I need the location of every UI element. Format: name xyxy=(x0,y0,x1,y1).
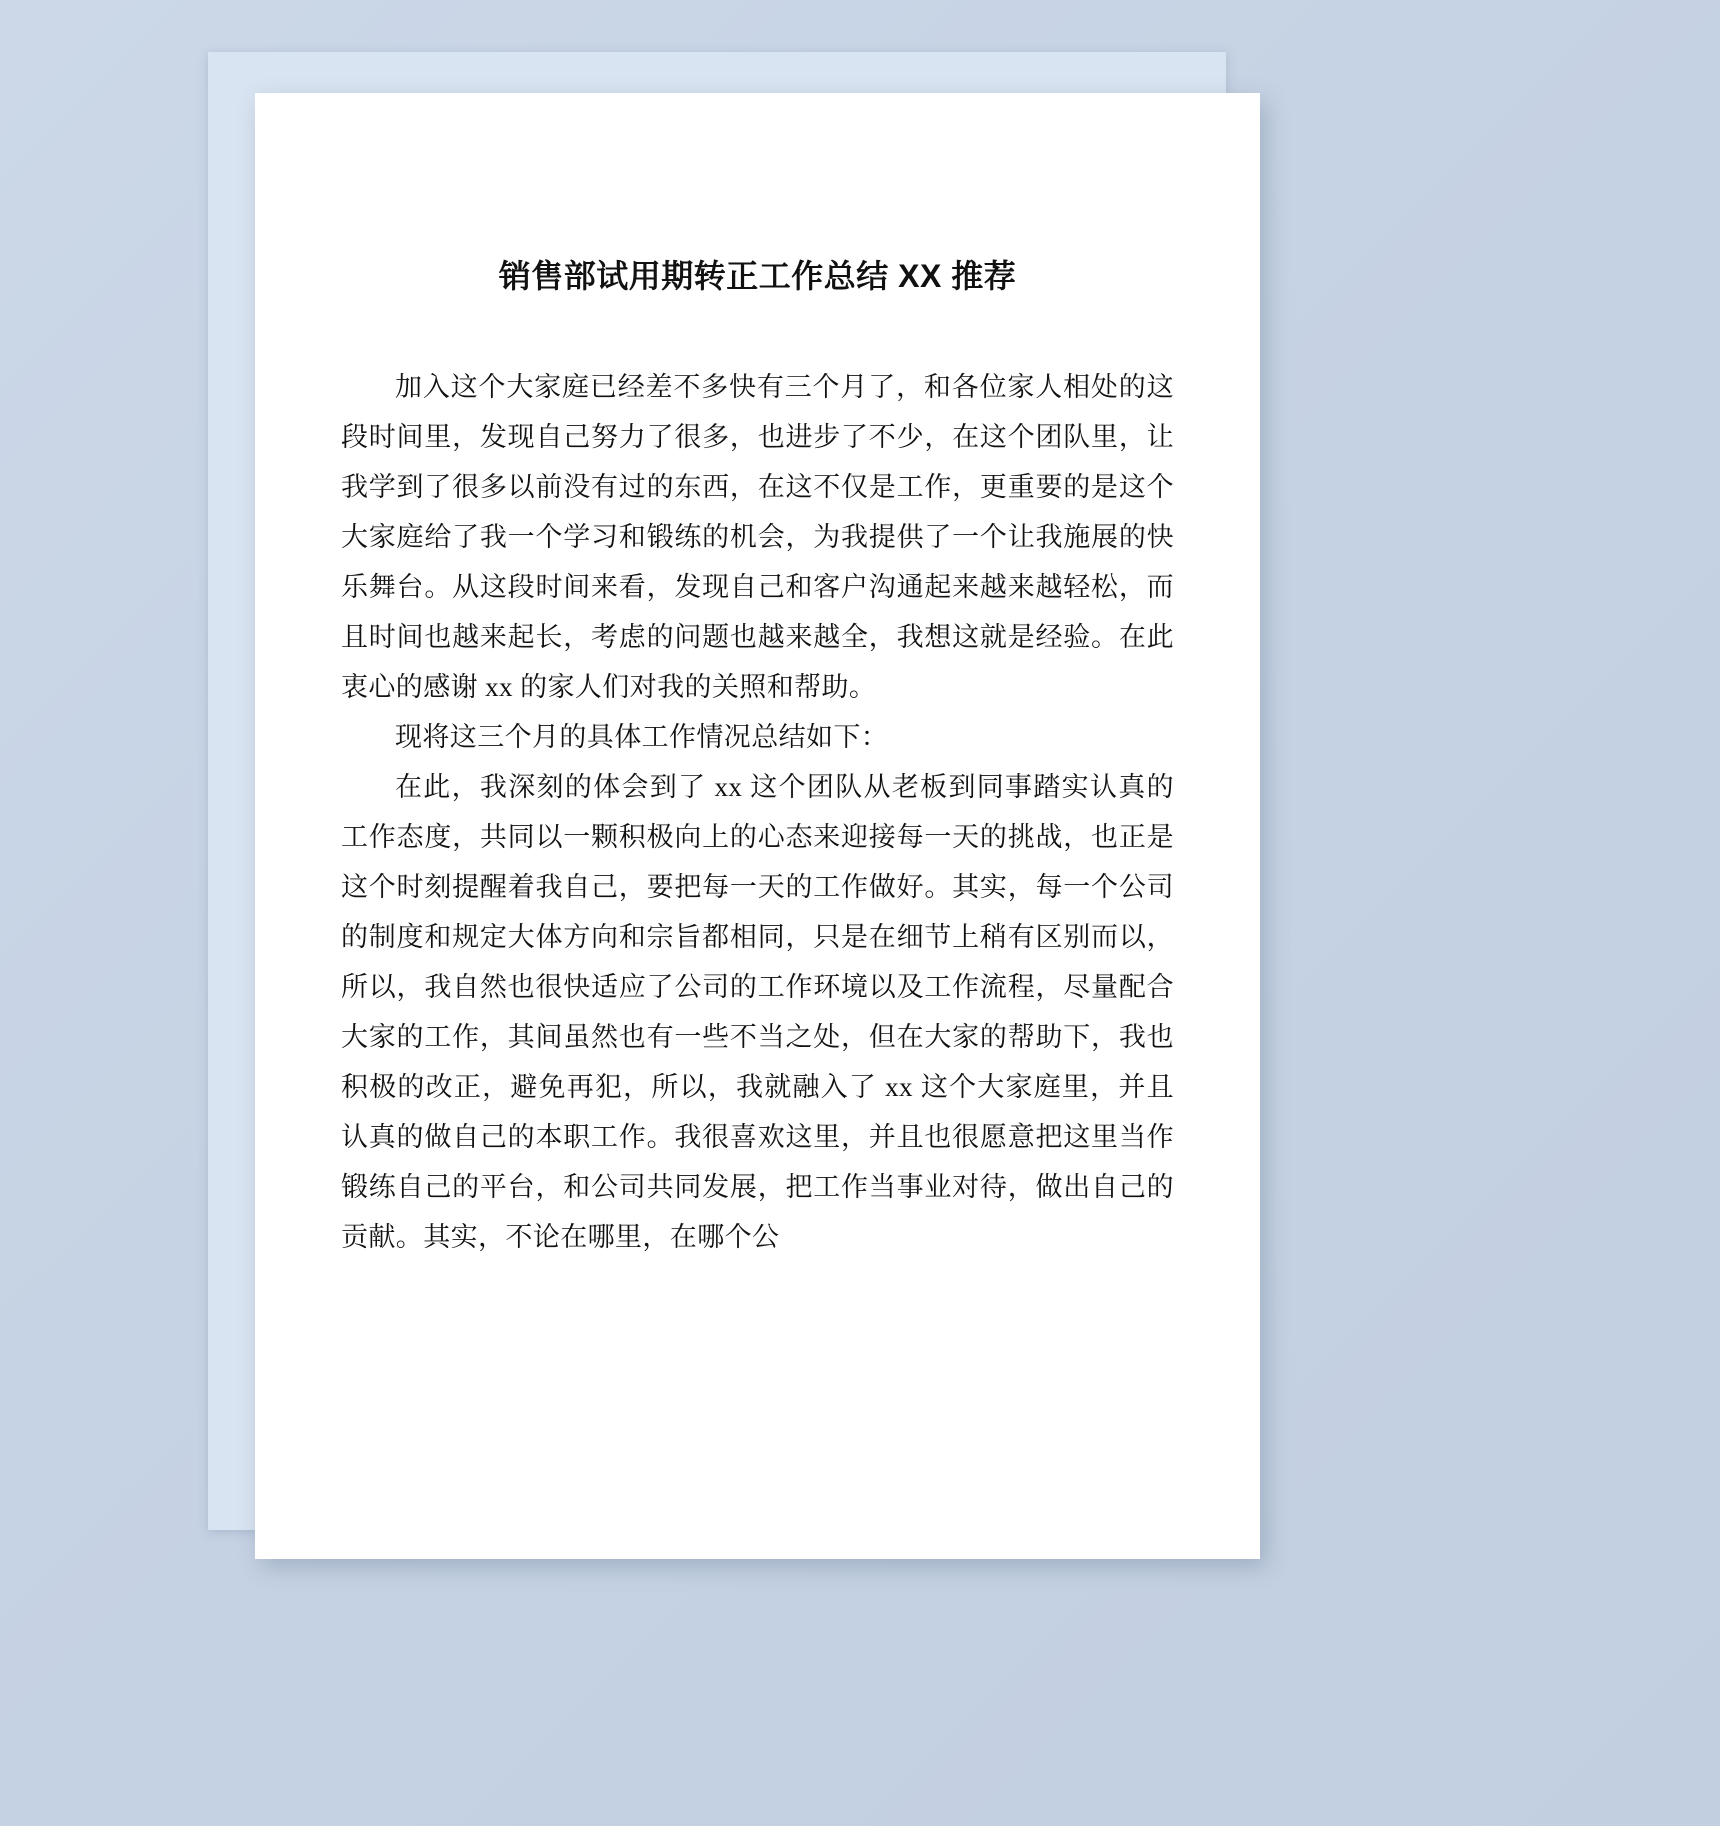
paragraph-2: 现将这三个月的具体工作情况总结如下： xyxy=(395,721,889,752)
document-content xyxy=(255,93,1260,1262)
page-title: 销售部试用期转正工作总结 XX 推荐 xyxy=(498,258,1017,294)
paragraph-1: 加入这个大家庭已经差不多快有三个月了，和各位家人相处的这段时间里，发现自己努力了很多，也进步了不少，在这个团队里，让我学到了很多以前没有过的东西，在这不仅是工作，更重要的是这个大家庭给了我一个学习和锻练的机会，为我提供了一个让我施展的快乐舞台。从这段时间来看，发现自己和客户沟通起来越来越轻松，而且时间也越来起长，考虑的问题也越来越全，我想这就是经验。在此衷心的感谢 xx 的家人们对我的关照和帮助。 xyxy=(341,371,1174,702)
paragraph-3: 在此，我深刻的体会到了 xx 这个团队从老板到同事踏实认真的工作态度，共同以一颗积极向上的心态来迎接每一天的挑战，也正是这个时刻提醒着我自己，要把每一天的工作做好。其实，每一个公司的制度和规定大体方向和宗旨都相同，只是在细节上稍有区别而以，所以，我自然也很快适应了公司的工作环境以及工作流程，尽量配合大家的工作，其间虽然也有一些不当之处，但在大家的帮助下，我也积极的改正，避免再犯，所以，我就融入了 xx 这个大家庭里，并且认真的做自己的本职工作。我很喜欢这里，并且也很愿意把这里当作锻练自己的平台，和公司共同发展，把工作当事业对待，做出自己的贡献。其实，不论在哪里，在哪个公 xyxy=(341,771,1174,1252)
document-page xyxy=(255,93,1260,1559)
document-body xyxy=(341,362,1174,1262)
